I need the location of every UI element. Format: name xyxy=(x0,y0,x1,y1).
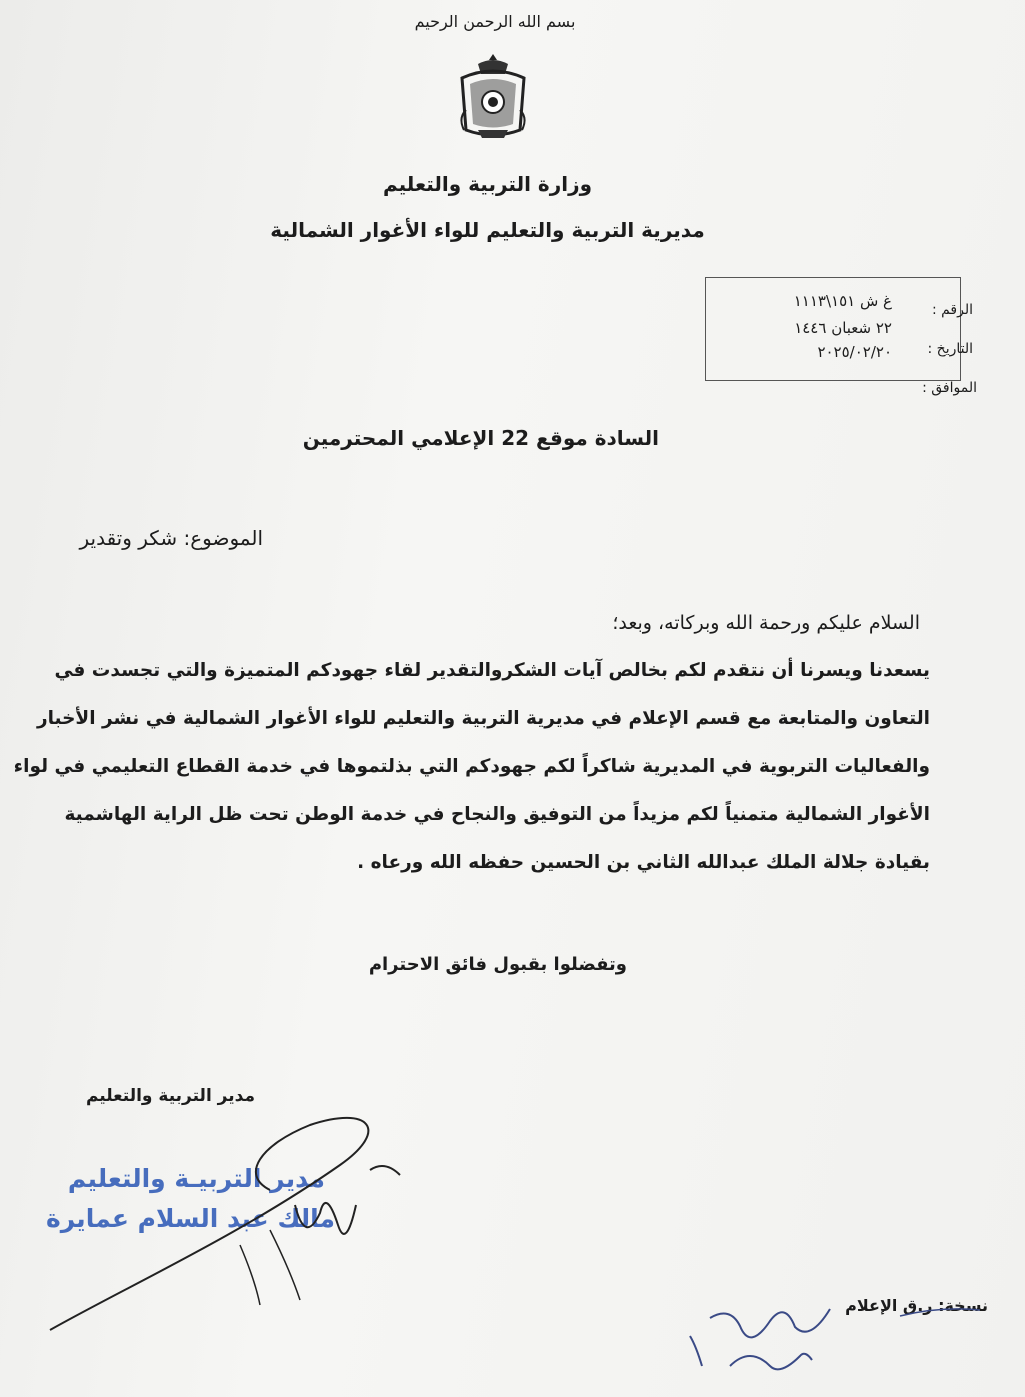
signature-scribble-icon xyxy=(40,1095,420,1345)
body-line: بقيادة جلالة الملك عبدالله الثاني بن الحسين حفظه الله ورعاه . xyxy=(357,852,930,873)
gregorian-date-value: ٢٠٢٥/٠٢/٢٠ xyxy=(817,343,892,361)
jordan-coat-of-arms-icon xyxy=(448,50,538,142)
corresponding-label: الموافق : xyxy=(922,380,977,396)
official-stamp-name: مالك عبد السلام عمايرة xyxy=(46,1204,335,1233)
body-line: الأغوار الشمالية متمنياً لكم مزيداً من التوفيق والنجاح في خدمة الوطن تحت ظل الراية الهاشمية xyxy=(64,804,930,825)
addressee: السادة موقع 22 الإعلامي المحترمين xyxy=(302,426,659,450)
signatory-title: مدير التربية والتعليم xyxy=(85,1086,255,1106)
hijri-date-value: ٢٢ شعبان ١٤٤٦ xyxy=(794,319,892,337)
directorate-name: مديرية التربية والتعليم للواء الأغوار الشمالية xyxy=(270,218,705,242)
body-line: التعاون والمتابعة مع قسم الإعلام في مديرية التربية والتعليم للواء الأغوار الشمالية في نشر الأخبار xyxy=(36,708,930,729)
body-line: والفعاليات التربوية في المديرية شاكراً لكم جهودكم التي بذلتموها في خدمة القطاع التعليمي في لواء xyxy=(13,756,930,777)
basmala: بسم الله الرحمن الرحيم xyxy=(414,12,576,31)
handwritten-annotation-icon xyxy=(670,1296,990,1386)
copy-to-line: نسخة: ر.ق الإعلام xyxy=(845,1296,988,1315)
reference-number-value: غ ش ١٥١\١١١٣ xyxy=(793,292,892,310)
official-stamp-line: مدير التربيـة والتعليم xyxy=(67,1164,325,1193)
greeting: السلام عليكم ورحمة الله وبركاته، وبعد؛ xyxy=(612,612,920,634)
closing-line: وتفضلوا بقبول فائق الاحترام xyxy=(368,954,627,975)
reference-number-label: الرقم : xyxy=(931,302,973,318)
ministry-name: وزارة التربية والتعليم xyxy=(382,172,593,196)
subject-line: الموضوع: شكر وتقدير xyxy=(79,526,263,550)
date-label: التاريخ : xyxy=(927,341,973,357)
body-line: يسعدنا ويسرنا أن نتقدم لكم بخالص آيات الشكروالتقدير لقاء جهودكم المتميزة والتي تجسدت في xyxy=(54,660,930,681)
